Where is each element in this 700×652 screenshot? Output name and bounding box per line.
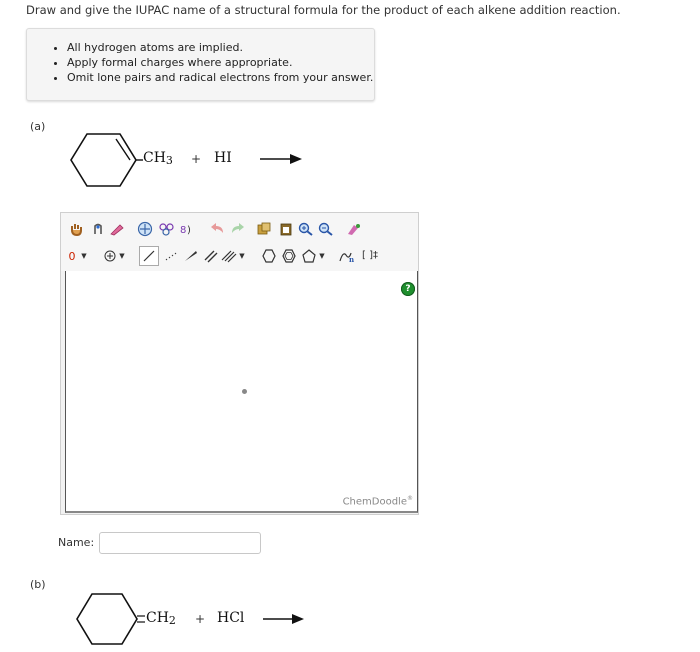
plus-charge-icon[interactable] (103, 246, 117, 266)
part-b-label: (b) (30, 578, 46, 591)
bracket-template-icon[interactable] (358, 246, 382, 266)
chain-icon[interactable] (337, 246, 357, 266)
help-icon[interactable]: ? (401, 282, 415, 296)
copy-icon[interactable] (254, 219, 274, 239)
wedge-bond-icon[interactable] (181, 246, 201, 266)
sugar-template-icon[interactable] (157, 219, 177, 239)
drawing-canvas[interactable] (65, 271, 418, 513)
charge-value: 0 (68, 249, 76, 263)
cyclohexane-ring (77, 594, 137, 644)
clean-icon[interactable] (344, 219, 364, 239)
single-bond-icon[interactable] (139, 246, 159, 266)
chevron-down-icon[interactable]: ▼ (119, 251, 125, 260)
svg-text:n: n (349, 255, 355, 263)
chevron-down-icon[interactable]: ▼ (319, 251, 325, 260)
reaction-arrow-head (292, 614, 304, 624)
zoom-in-icon[interactable] (296, 219, 316, 239)
reaction-arrow-head (290, 154, 302, 164)
svg-text:): ) (187, 225, 191, 236)
chevron-down-icon[interactable]: ▼ (81, 251, 87, 260)
lasso-icon[interactable] (88, 219, 108, 239)
cyclohexene-ring (71, 134, 136, 186)
double-bond (116, 139, 130, 160)
benzene-template-icon[interactable] (279, 246, 299, 266)
chemdoodle-logo (343, 495, 413, 507)
pentagon-template-icon[interactable] (299, 246, 319, 266)
eraser-icon[interactable] (107, 219, 127, 239)
reagent-b: HCl (217, 610, 245, 626)
editor-toolbar (61, 213, 418, 271)
name-label: Name: (58, 536, 95, 549)
chemdoodle-editor (60, 212, 419, 515)
isotope-icon[interactable] (178, 219, 198, 239)
reaction-a-structure (0, 128, 700, 188)
zoom-out-icon[interactable] (316, 219, 336, 239)
question-text: Draw and give the IUPAC name of a structural formula for the product of each alkene addition reaction. (26, 3, 621, 17)
canvas-cursor-dot (242, 389, 247, 394)
instruction-item: • All hydrogen atoms are implied. (67, 40, 374, 55)
double-bond-icon[interactable] (201, 246, 221, 266)
bracket-template-label: [ ]‡ (362, 250, 378, 261)
brand-name: ChemDoodle (342, 496, 407, 507)
reaction-b (0, 592, 700, 652)
name-input[interactable] (99, 532, 261, 554)
substituent-a: CH3 (143, 150, 173, 167)
reaction-b-structure (0, 592, 700, 646)
chevron-down-icon[interactable]: ▼ (239, 251, 245, 260)
atom-template-icon[interactable] (135, 219, 155, 239)
redo-icon[interactable] (227, 219, 247, 239)
part-a-label: (a) (30, 120, 46, 133)
undo-icon[interactable] (208, 219, 228, 239)
charge-selector[interactable] (65, 246, 79, 266)
reaction-a (0, 128, 700, 188)
svg-text:8: 8 (180, 225, 187, 236)
substituent-b: CH2 (146, 610, 176, 627)
plus-sign: + (191, 152, 202, 166)
hashed-bond-icon[interactable] (161, 246, 181, 266)
brand-mark: ® (407, 494, 413, 502)
reagent-a: HI (214, 150, 232, 166)
cyclohexane-template-icon[interactable] (259, 246, 279, 266)
hand-icon[interactable] (66, 219, 86, 239)
instruction-item: • Apply formal charges where appropriate. (67, 55, 374, 70)
triple-bond-icon[interactable] (219, 246, 239, 266)
instruction-item: • Omit lone pairs and radical electrons from your answer. (67, 70, 374, 85)
paste-icon[interactable] (276, 219, 296, 239)
instructions-box (26, 28, 375, 101)
plus-sign: + (195, 612, 206, 626)
